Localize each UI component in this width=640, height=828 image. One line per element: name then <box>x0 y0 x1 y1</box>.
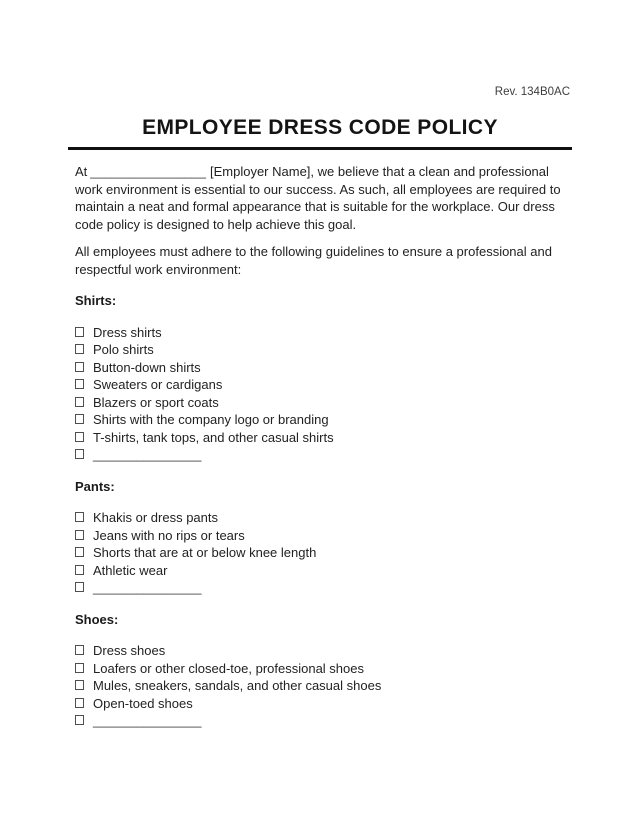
checklist-item <box>75 446 572 464</box>
revision-label: Rev. 134B0AC <box>494 86 570 98</box>
intro-prefix: At <box>75 164 88 179</box>
policy-section <box>75 478 572 597</box>
checkbox-icon[interactable] <box>75 565 84 575</box>
checkbox-icon[interactable] <box>75 512 84 522</box>
guidelines-paragraph: All employees must adhere to the following guidelines to ensure a professional and respectful work environment: <box>75 244 552 277</box>
checklist-item-label: Button-down shirts <box>93 359 201 375</box>
checklist-item <box>75 527 572 545</box>
checkbox-icon[interactable] <box>75 449 84 459</box>
checkbox-icon[interactable] <box>75 379 84 389</box>
checkbox-icon[interactable] <box>75 645 84 655</box>
checklist-item <box>75 324 572 342</box>
checkbox-icon[interactable] <box>75 432 84 442</box>
checklist-item-label: Blazers or sport coats <box>93 394 219 410</box>
checkbox-icon[interactable] <box>75 530 84 540</box>
employer-name-blank[interactable]: ________________ <box>90 164 206 179</box>
checklist-item-label: Mules, sneakers, sandals, and other casual shoes <box>93 678 382 694</box>
checklist-item <box>75 562 572 580</box>
checklist <box>75 324 572 464</box>
checkbox-icon[interactable] <box>75 547 84 557</box>
fill-in-blank[interactable]: _______________ <box>93 580 202 596</box>
checklist-item-label: Athletic wear <box>93 562 168 578</box>
policy-section <box>75 611 572 730</box>
checkbox-icon[interactable] <box>75 414 84 424</box>
checklist-item <box>75 642 572 660</box>
checkbox-icon[interactable] <box>75 680 84 690</box>
checklist-item-label: Sweaters or cardigans <box>93 377 223 393</box>
checklist-item-label: Jeans with no rips or tears <box>93 527 245 543</box>
checklist-item-label: Shirts with the company logo or branding <box>93 412 329 428</box>
section-heading: Pants: <box>75 478 115 494</box>
checklist-item-label: Shorts that are at or below knee length <box>93 545 317 561</box>
intro-body-text: , we believe that a clean and professional work environment is essential to our success. As such, all employees are required to maintain a neat and formal appearance that is suitable for the workplace. Our dress code policy is designed to help achieve this goal. <box>75 164 561 232</box>
checkbox-icon[interactable] <box>75 344 84 354</box>
checklist-item <box>75 359 572 377</box>
checklist-item <box>75 677 572 695</box>
title-divider <box>68 147 572 150</box>
checklist-item <box>75 544 572 562</box>
policy-section <box>75 292 572 464</box>
checklist-item <box>75 394 572 412</box>
checkbox-icon[interactable] <box>75 663 84 673</box>
checkbox-icon[interactable] <box>75 698 84 708</box>
checklist-item-label: Loafers or other closed-toe, professional shoes <box>93 660 364 676</box>
checkbox-icon[interactable] <box>75 362 84 372</box>
checklist-item <box>75 429 572 447</box>
checklist-item-label: Open-toed shoes <box>93 695 193 711</box>
checklist-item <box>75 579 572 597</box>
checklist-item-label: Polo shirts <box>93 342 154 358</box>
checklist-item-label: Dress shoes <box>93 643 166 659</box>
checkbox-icon[interactable] <box>75 327 84 337</box>
checklist-item-label: Khakis or dress pants <box>93 510 219 526</box>
intro-paragraph <box>75 163 572 233</box>
section-heading: Shirts: <box>75 293 117 308</box>
checklist-item <box>75 341 572 359</box>
checklist-item <box>75 712 572 730</box>
checklist-item <box>75 509 572 527</box>
checklist <box>75 642 572 730</box>
checklist-item-label: Dress shirts <box>93 324 162 340</box>
checklist-item <box>75 411 572 429</box>
checkbox-icon[interactable] <box>75 715 84 725</box>
checklist-item-label: T-shirts, tank tops, and other casual shirts <box>93 429 334 445</box>
checkbox-icon[interactable] <box>75 582 84 592</box>
checklist <box>75 509 572 597</box>
fill-in-blank[interactable]: _______________ <box>93 447 202 463</box>
checklist-item <box>75 376 572 394</box>
document-body <box>68 163 572 730</box>
checklist-item <box>75 695 572 713</box>
page-title: EMPLOYEE DRESS CODE POLICY <box>142 116 498 139</box>
checklist-item <box>75 660 572 678</box>
employer-name-placeholder: [Employer Name] <box>209 164 311 179</box>
section-heading: Shoes: <box>75 611 119 627</box>
sections-container <box>75 292 572 730</box>
fill-in-blank[interactable]: _______________ <box>93 713 202 729</box>
checkbox-icon[interactable] <box>75 397 84 407</box>
